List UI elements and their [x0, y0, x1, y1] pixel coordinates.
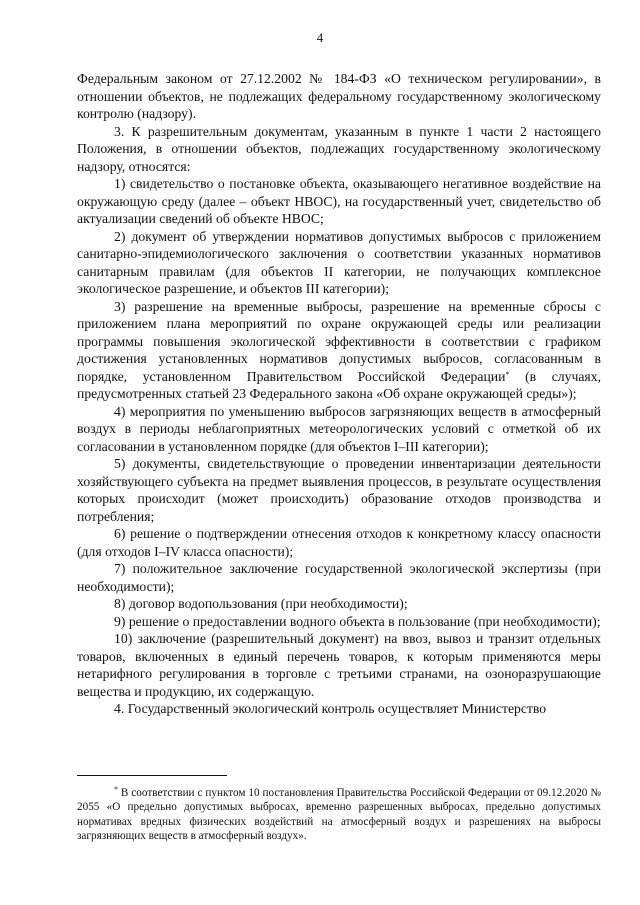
footnote-divider — [77, 775, 227, 776]
paragraph-section-4: 4. Государственный экологический контроль осуществляет Министерство — [114, 701, 547, 716]
list-item-1: 1) свидетельство о постановке объекта, оказывающего негативное воздействие на окружающую среду (далее – объект НВОС), на государственный учет, свидетельство об актуализации сведений об объекте НВОС; — [77, 176, 601, 226]
list-item-4: 4) мероприятия по уменьшению выбросов загрязняющих веществ в атмосферный воздух в периоды неблагоприятных метеорологических условий с отметкой об их согласовании в установленном порядке (для объектов I–III категории); — [77, 403, 601, 454]
list-item-10: 10) заключение (разрешительный документ) на ввоз, вывоз и транзит отдельных товаров, включенных в единый перечень товаров, к которым применяются меры нетарифного регулирования в торговле с третьими странами, на озоноразрушающие вещества и продукцию, их содержащую. — [77, 631, 601, 699]
list-item-7: 7) положительное заключение государственной экологической экспертизы (при необходимости); — [77, 561, 601, 594]
list-item-3-text: 3) разрешение на временные выбросы, разрешение на временные сбросы с приложением плана мероприятий по охране окружающей среды или реализации программы повышения экологической эффективности в соответствии с графиком достижения установленных нормативов допустимых выбросов, согласованным в порядке, установленном Правительством Российской Федерации — [77, 298, 601, 384]
list-item-3-tail: (в случаях, предусмотренных статьей 23 Федерального закона «Об охране окружающей среды»); — [77, 368, 601, 401]
paragraph-section-3: 3. К разрешительным документам, указанным в пункте 1 части 2 настоящего Положения, в отношении объектов, подлежащих государственному экологическому надзору, относятся: — [77, 123, 601, 174]
page-number: 4 — [316, 30, 324, 45]
list-item-3 — [77, 298, 601, 403]
list-item-9: 9) решение о предоставлении водного объекта в пользование (при необходимости); — [114, 613, 601, 629]
footnote-reference: * — [505, 369, 510, 379]
footnote-text: В соответствии с пунктом 10 постановления Правительства Российской Федерации от 09.12.2020 № 2055 «О предельно допустимых выбросах, временно разрешенных выбросах, предельно допустимых нормативах вредных физических воздействий на атмосферный воздух и разрешениях на выбросы загрязняющих веществ в атмосферный воздух». — [77, 787, 601, 842]
list-item-5: 5) документы, свидетельствующие о проведении инвентаризации деятельности хозяйствующего субъекта на предмет выявления процессов, в результате осуществления которых происходит (может происходить) образование отходов производства и потребления; — [77, 456, 601, 524]
paragraph-continuation: Федеральным законом от 27.12.2002 № 184-ФЗ «О техническом регулировании», в отношении объектов, не подлежащих федеральному государственному экологическому контролю (надзору). — [77, 71, 601, 121]
list-item-2: 2) документ об утверждении нормативов допустимых выбросов с приложением санитарно-эпидемиологического заключения о соответствии указанных нормативов санитарным правилам (для объектов II категории, не получающих комплексное экологическое разрешение, и объектов III категории); — [77, 228, 601, 296]
footnote — [77, 786, 601, 843]
document-body — [77, 70, 601, 718]
list-item-6: 6) решение о подтверждении отнесения отходов к конкретному классу опасности (для отходов I–IV класса опасности); — [77, 526, 601, 559]
footnote-marker: * — [114, 785, 118, 794]
list-item-8: 8) договор водопользования (при необходимости); — [114, 596, 408, 611]
